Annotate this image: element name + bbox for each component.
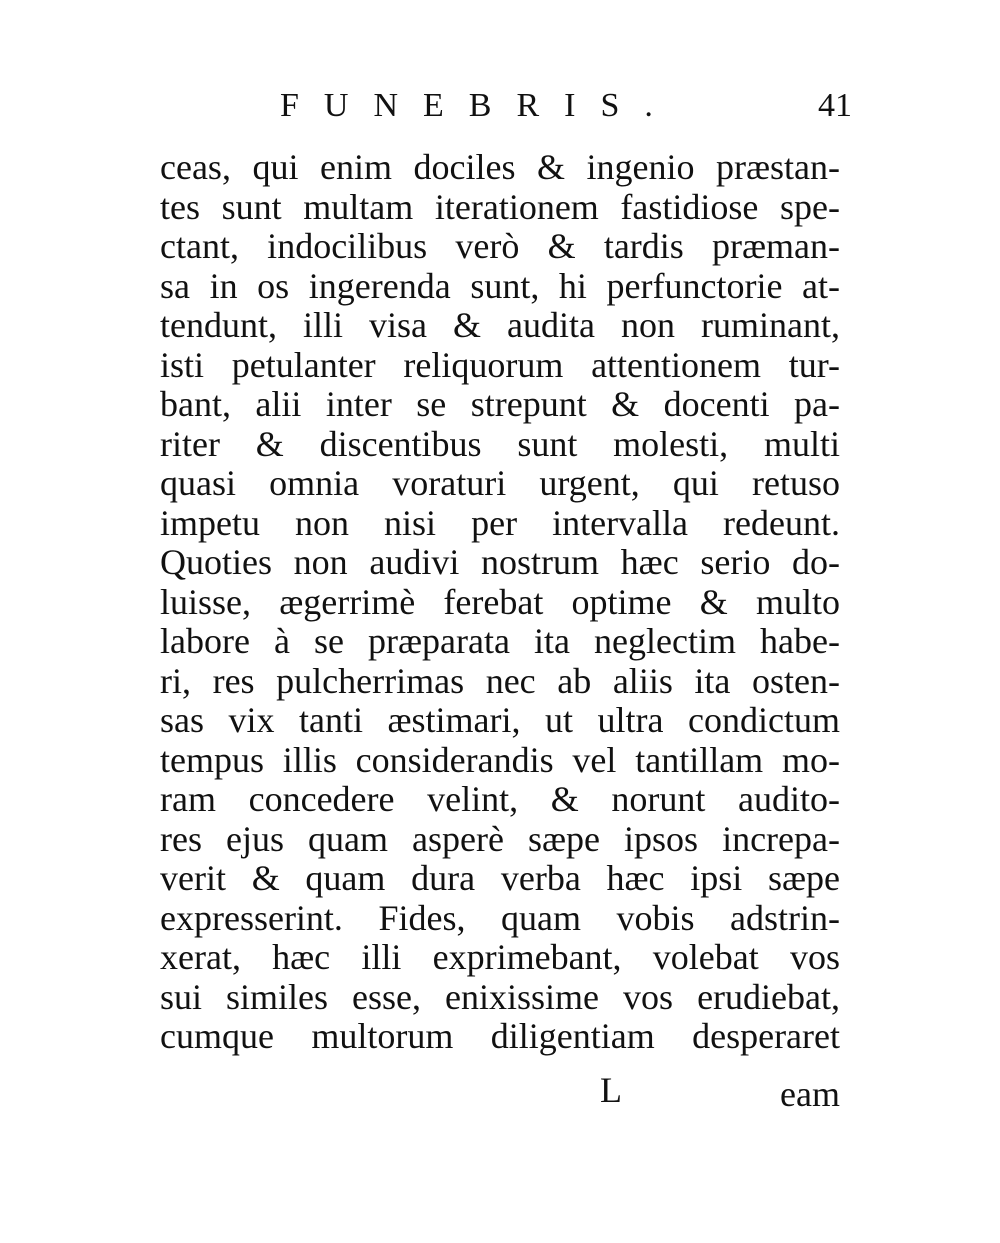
text-line: luisse, ægerrimè ferebat optime & multo	[160, 581, 840, 622]
text-line: tempus illis considerandis vel tantillam mo-	[160, 739, 840, 780]
text-line: isti petulanter reliquorum attentionem tur-	[160, 344, 840, 385]
text-line: labore à se præparata ita neglectim habe-	[160, 621, 840, 661]
text-line: quasi omnia voraturi urgent, qui retuso	[160, 463, 840, 503]
text-line: cumque multorum diligentiam desperaret	[160, 1016, 840, 1056]
text-line: ctant, indocilibus verò & tardis præman-	[160, 226, 840, 266]
text-line: ceas, qui enim dociles & ingenio præstan-	[160, 147, 840, 187]
running-head	[280, 82, 852, 130]
text-line: verit & quam dura verba hæc ipsi sæpe	[160, 858, 840, 898]
text-line: sas vix tanti æstimari, ut ultra condictum	[160, 700, 840, 740]
text-line: riter & discentibus sunt molesti, multi	[160, 423, 840, 464]
text-line: ri, res pulcherrimas nec ab aliis ita osten-	[160, 660, 840, 701]
text-line: Quoties non audivi nostrum hæc serio do-	[160, 542, 840, 582]
text-line: bant, alii inter se strepunt & docenti pa-	[160, 384, 840, 424]
signature-mark: L	[600, 1070, 622, 1110]
page-footer	[160, 1068, 840, 1112]
page-number: 41	[818, 87, 852, 124]
body-text	[160, 148, 840, 1057]
text-line: sui similes esse, enixissime vos erudiebat,	[160, 976, 840, 1017]
text-line: ram concedere velint, & norunt audito-	[160, 779, 840, 819]
text-line: sa in os ingerenda sunt, hi perfunctorie at-	[160, 265, 840, 306]
text-line: tendunt, illi visa & audita non ruminant,	[160, 305, 840, 345]
running-title: FUNEBRIS.	[280, 87, 678, 124]
text-line: impetu non nisi per intervalla redeunt.	[160, 502, 840, 543]
text-line: xerat, hæc illi exprimebant, volebat vos	[160, 937, 840, 977]
text-line: expresserint. Fides, quam vobis adstrin-	[160, 897, 840, 938]
catchword: eam	[780, 1074, 840, 1114]
text-line: res ejus quam asperè sæpe ipsos increpa-	[160, 818, 840, 859]
text-line: tes sunt multam iterationem fastidiose spe-	[160, 186, 840, 227]
